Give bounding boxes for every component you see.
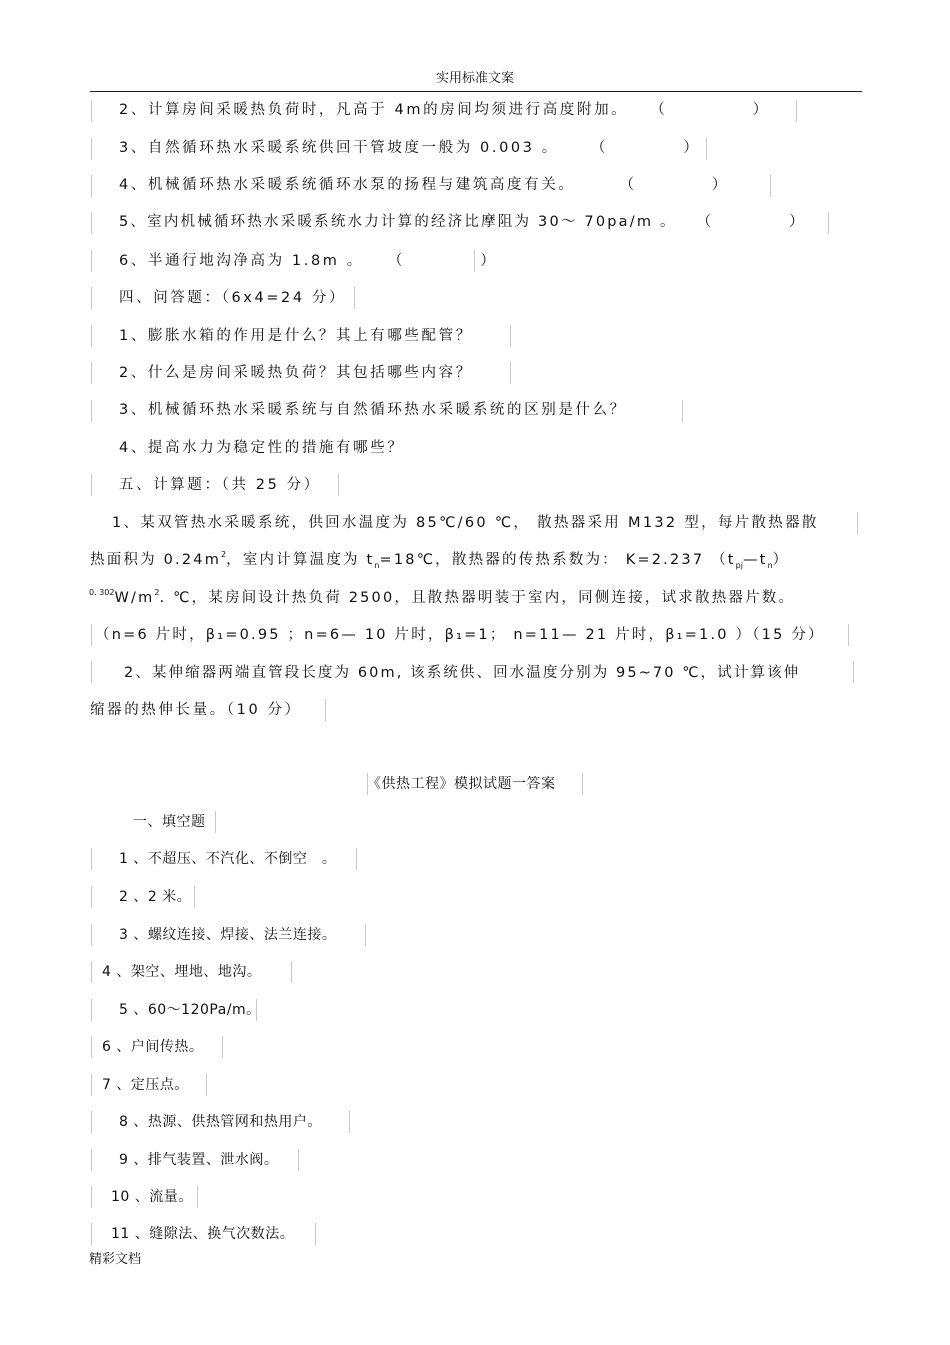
text-box-edge (91, 999, 92, 1021)
calc-question-1-line-4: （n=6 片时，β₁=0.95 ；n=6— 10 片时，β₁=1； n=11— 21 片时，β₁=1.0 ）（15 分） (95, 627, 825, 643)
answer-item-10: 10 、流量。 (111, 1189, 193, 1205)
text-box-edge (510, 362, 511, 384)
page-footer: 精彩文档 (89, 1252, 142, 1267)
short-answer-question-1: 1、膨胀水箱的作用是什么？其上有哪些配管？ (119, 328, 473, 344)
header-rule (90, 91, 862, 92)
text-box-edge (215, 811, 216, 833)
text-box-edge (206, 1074, 207, 1096)
text-box-edge (91, 1223, 92, 1245)
text-box-edge (91, 1149, 92, 1171)
text-box-edge (91, 362, 92, 384)
text-box-edge (256, 999, 257, 1021)
text-box-edge (194, 886, 195, 908)
text-box-edge (91, 325, 92, 347)
answer-item-8: 8 、热源、供热管网和热用户。 (119, 1114, 322, 1130)
section-5-title: 五、计算题：（共 25 分） (119, 477, 321, 493)
answer-item-1: 1 、不超压、不汽化、不倒空 。 (119, 851, 337, 867)
page-header-title: 实用标准文案 (435, 71, 514, 86)
text-box-edge (91, 400, 92, 422)
judgement-question-3: 3、自然循环热水采暖系统供回干管坡度一般为 0.003 。 （ ） (119, 140, 702, 156)
text-box-edge (91, 250, 92, 272)
text-box-edge (91, 1111, 92, 1133)
calc-question-2-line-2: 缩器的热伸长量。（10 分） (90, 702, 302, 718)
calc-question-1-line-1: 1、某双管热水采暖系统，供回水温度为 85℃/60 ℃， 散热器采用 M132 型，每片散热器散 (112, 515, 819, 531)
judgement-question-5: 5、室内机械循环热水采暖系统水力计算的经济比摩阻为 30～ 70pa/m 。 （ ） (119, 214, 808, 230)
calc-question-1-line-3: $^{0. 302}W/m^2$. ℃，某房间设计热负荷 2500，且散热器明装于室内，同侧连接，试求散热器片数。 (89, 588, 796, 606)
answer-item-9: 9 、排气装置、泄水阀。 (119, 1152, 279, 1168)
text-box-edge (582, 773, 583, 795)
text-box-edge (828, 212, 829, 234)
text-box-edge (474, 250, 475, 272)
text-box-edge (91, 661, 92, 683)
answer-item-6: 6 、户间传热。 (102, 1039, 204, 1055)
text-box-edge (291, 961, 292, 983)
text-box-edge (91, 474, 92, 496)
text-box-edge (770, 175, 771, 197)
text-box-edge (91, 624, 92, 646)
judgement-question-4: 4、机械循环热水采暖系统循环水泵的扬程与建筑高度有关。 （ ） (119, 177, 731, 193)
answer-item-3: 3 、螺纹连接、焊接、法兰连接。 (119, 927, 337, 943)
text-box-edge (222, 1036, 223, 1058)
text-box-edge (91, 1074, 92, 1096)
text-box-edge (365, 924, 366, 946)
text-box-edge (356, 848, 357, 870)
text-box-edge (91, 886, 92, 908)
calc-question-1-line-2: 热面积为 $0.24m^2$，室内计算温度为 $t_n=18℃$，散热器的传热系数为： K=2.237 $(t_{pj}—t_n)$ (90, 550, 790, 570)
text-box-edge (325, 699, 326, 721)
text-box-edge (338, 474, 339, 496)
text-box-edge (354, 287, 355, 309)
text-box-edge (315, 1223, 316, 1245)
text-box-edge (510, 325, 511, 347)
text-box-edge (91, 287, 92, 309)
text-box-edge (349, 1111, 350, 1133)
answer-item-11: 11 、缝隙法、换气次数法。 (111, 1226, 295, 1242)
text-box-edge (91, 961, 92, 983)
text-box-edge (91, 924, 92, 946)
text-box-edge (682, 400, 683, 422)
text-box-edge (91, 848, 92, 870)
text-box-edge (91, 175, 92, 197)
text-box-edge (298, 1149, 299, 1171)
section-4-title: 四、问答题：（6x4=24 分） (119, 290, 347, 306)
answer-item-4: 4 、架空、埋地、地沟。 (102, 964, 262, 980)
judgement-question-6: 6、半通行地沟净高为 1.8m 。 （ ） (119, 253, 499, 269)
calc-question-2-line-1: 2、某伸缩器两端直管段长度为 60m, 该系统供、回水温度分别为 95~70 ℃，试计算该伸 (124, 665, 801, 681)
text-box-edge (91, 100, 92, 122)
answer-item-7: 7 、定压点。 (102, 1077, 189, 1093)
text-box-edge (91, 138, 92, 160)
text-box-edge (796, 100, 797, 122)
text-box-edge (857, 512, 858, 534)
text-box-edge (848, 624, 849, 646)
text-box-edge (197, 1186, 198, 1208)
answer-section-1-title: 一、填空题 (133, 814, 206, 830)
short-answer-question-4: 4、提高水力为稳定性的措施有哪些？ (119, 440, 405, 456)
text-box-edge (91, 1036, 92, 1058)
answer-item-5: 5 、60～120Pa/m。 (119, 1002, 261, 1018)
short-answer-question-2: 2、什么是房间采暖热负荷？其包括哪些内容？ (119, 365, 473, 381)
short-answer-question-3: 3、机械循环热水采暖系统与自然循环热水采暖系统的区别是什么？ (119, 402, 627, 418)
text-box-edge (706, 138, 707, 160)
judgement-question-2: 2、计算房间采暖热负荷时，凡高于 4m的房间均须进行高度附加。 （ ） (119, 102, 774, 118)
answer-item-2: 2 、2 米。 (119, 889, 192, 905)
text-box-edge (91, 212, 92, 234)
text-box-edge (91, 1186, 92, 1208)
text-box-edge (853, 661, 854, 683)
answer-key-title: 《供热工程》模拟试题一答案 (367, 776, 556, 792)
